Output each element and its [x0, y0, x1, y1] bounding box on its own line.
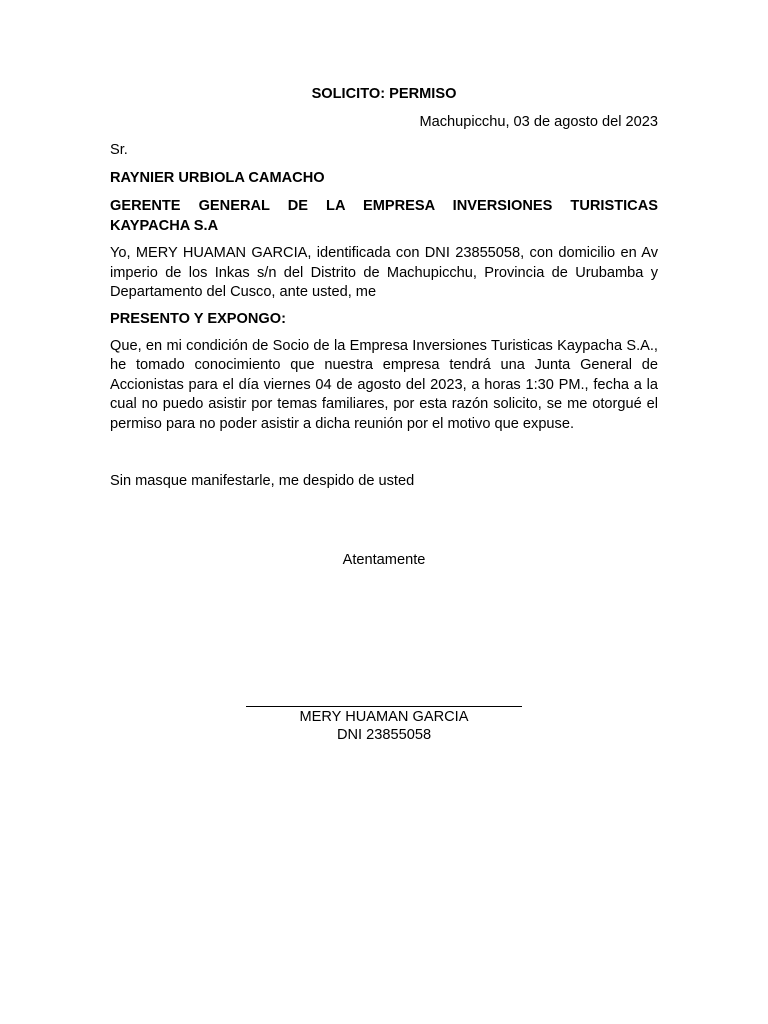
letter-page [110, 84, 658, 568]
signature-block [246, 706, 522, 744]
signature-line [246, 706, 522, 707]
sign-off: Atentamente [342, 552, 426, 568]
signer-dni: DNI 23855058 [336, 727, 432, 743]
intro-paragraph: Yo, MERY HUAMAN GARCIA, identificada con DNI 23855058, con domicilio en Av imperio de los Inkas s/n del Distrito de Machupicchu, Provincia de Urubamba y Departamento del Cusco, ante usted, me [110, 245, 658, 300]
section-heading: PRESENTO Y EXPONGO: [110, 310, 286, 327]
recipient-name: RAYNIER URBIOLA CAMACHO [110, 170, 325, 186]
letter-title: SOLICITO: PERMISO [311, 86, 457, 102]
recipient-title: GERENTE GENERAL DE LA EMPRESA INVERSIONES TURISTICAS KAYPACHA S.A [110, 198, 658, 234]
salutation: Sr. [110, 142, 128, 158]
date-line: Machupicchu, 03 de agosto del 2023 [419, 114, 658, 130]
body-paragraph: Que, en mi condición de Socio de la Empresa Inversiones Turisticas Kaypacha S.A., he tomado conocimiento que nuestra empresa tendrá una Junta General de Accionistas para el día viernes 04 de agosto del 2023, a horas 1:30 PM., fecha a la cual no puedo asistir por temas familiares, por esta razón solicito, se me otorgué el permiso para no poder asistir a dicha reunión por el motivo que expuse. [110, 337, 658, 432]
closing-line: Sin masque manifestarle, me despido de usted [110, 473, 415, 489]
signer-name: MERY HUAMAN GARCIA [299, 709, 469, 725]
